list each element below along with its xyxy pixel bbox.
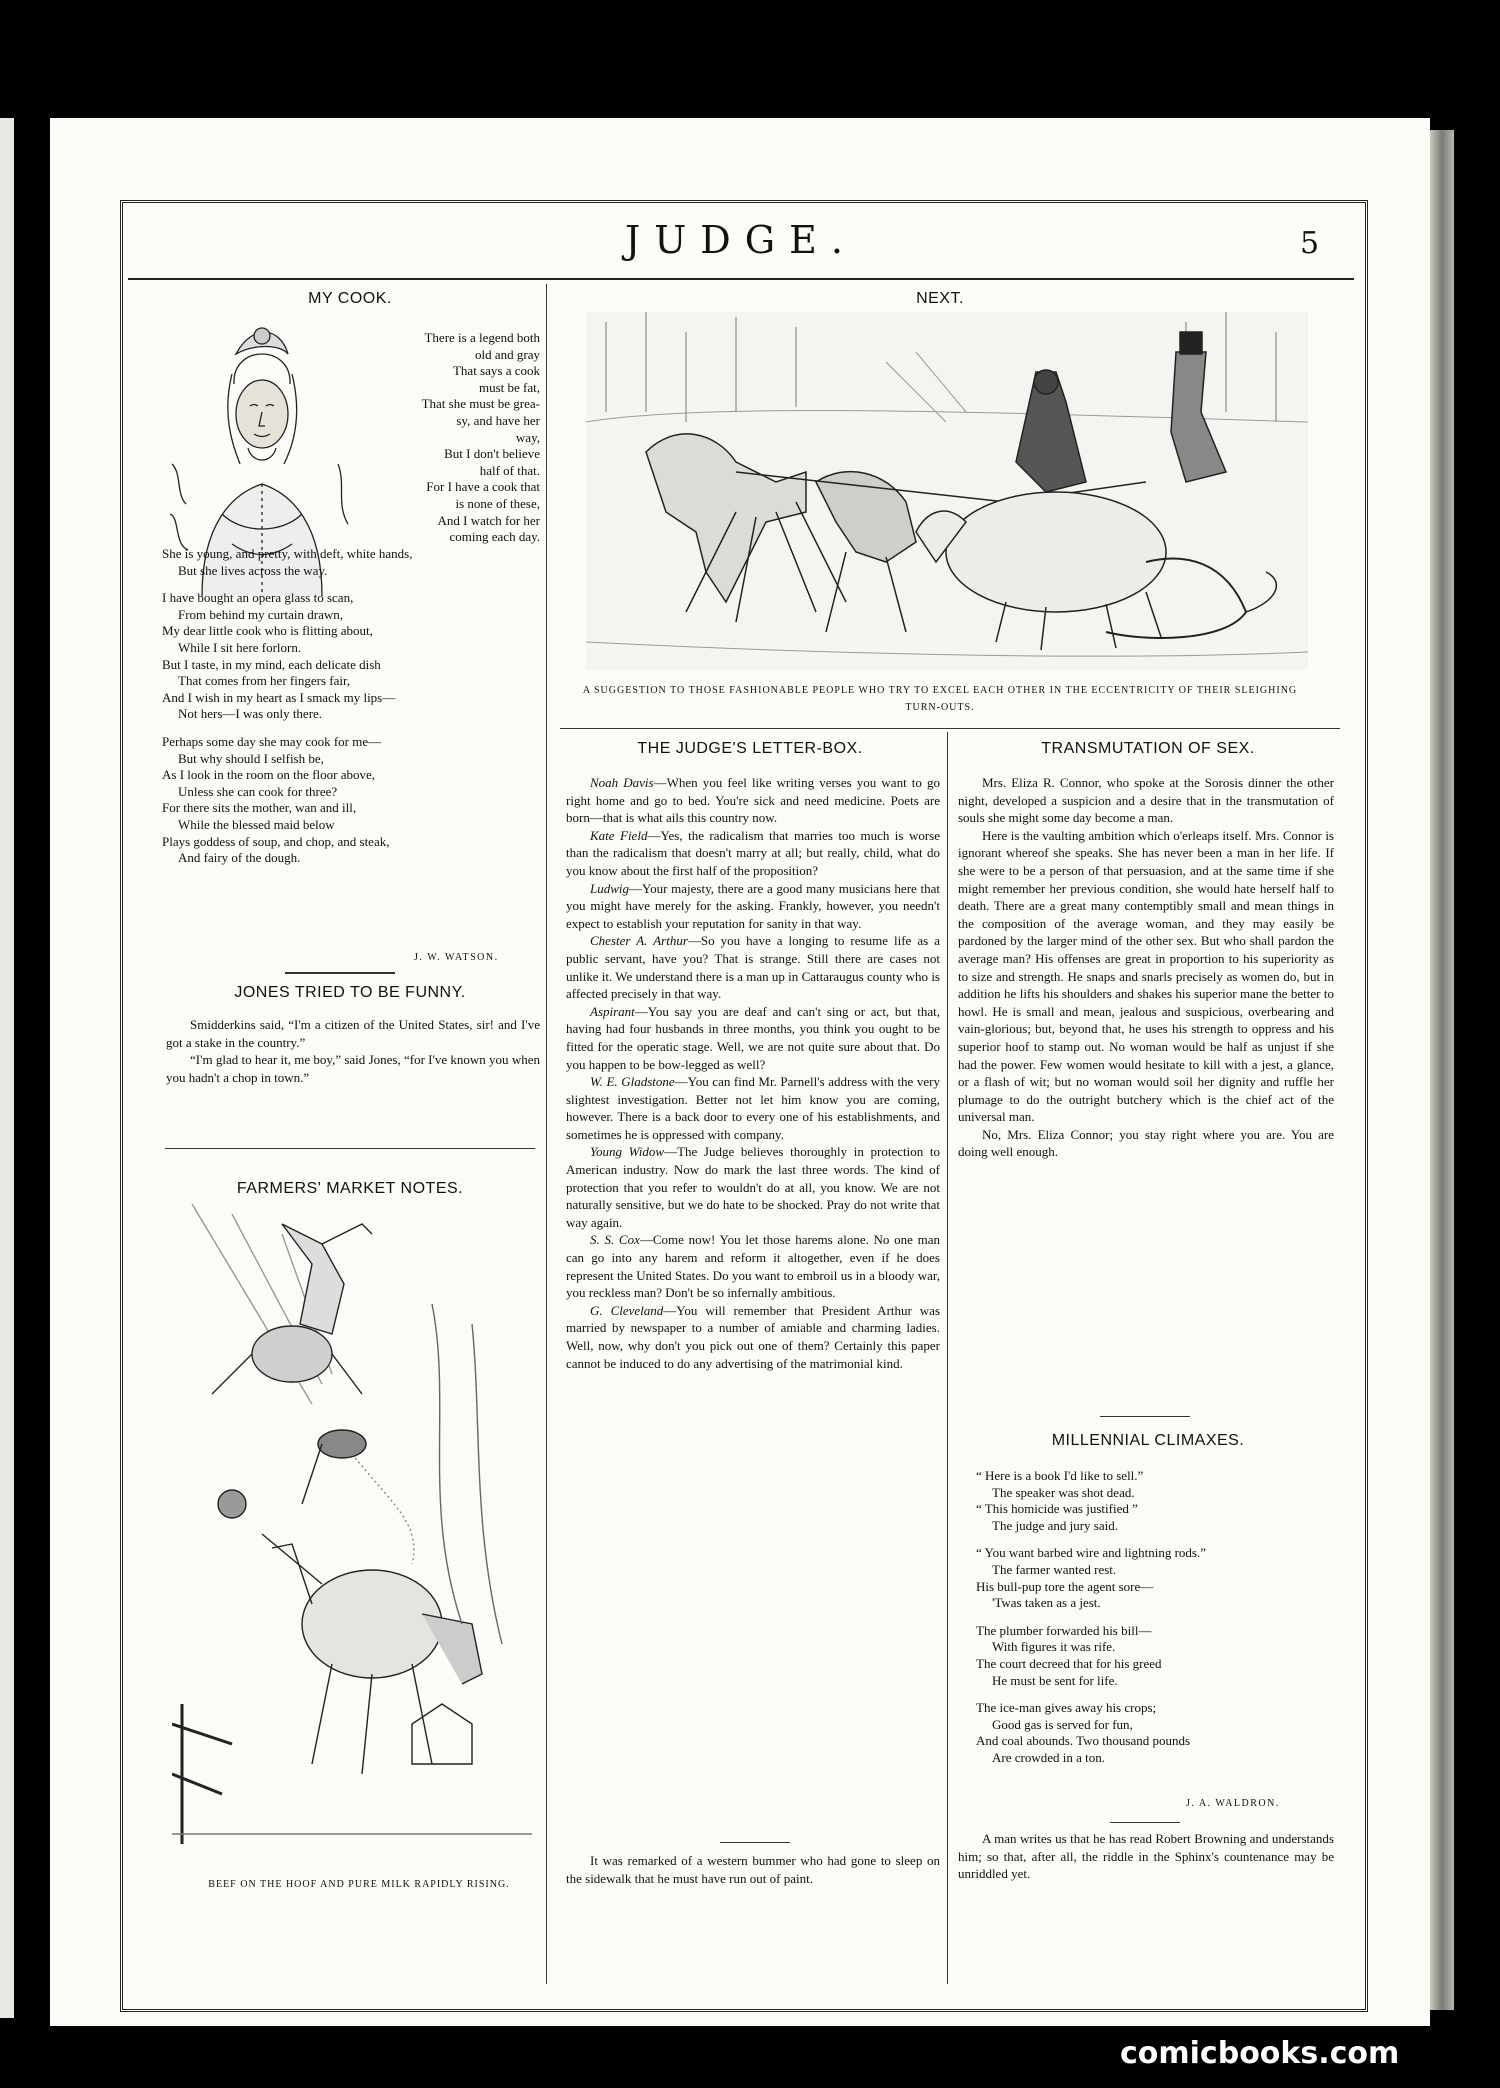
poem-line: is none of these, — [455, 495, 540, 511]
poem-line: way, — [515, 429, 540, 445]
my-cook-poem-wrapped — [340, 330, 540, 546]
browning-text: A man writes us that he has read Robert Browning and understands him; so that, after all, the riddle in the Sphinx's countenance may be unriddled yet. — [958, 1831, 1334, 1882]
poem-line: old and gray — [475, 346, 540, 362]
poem-line: His bull-pup tore the agent sore— — [976, 1578, 1154, 1594]
jones-story — [166, 1016, 540, 1086]
masthead-rule — [128, 278, 1354, 280]
farmers-caption: BEEF ON THE HOOF AND PURE MILK RAPIDLY RISING. — [208, 1879, 510, 1890]
bummer-text: It was remarked of a western bummer who had gone to sleep on the sidewalk that he must have run out of paint. — [566, 1853, 940, 1886]
poem-line: And fairy of the dough. — [178, 850, 301, 866]
rule-above-millennial — [1100, 1416, 1190, 1417]
letter-correspondent: G. Cleveland — [590, 1302, 664, 1318]
millennial-title: MILLENNIAL CLIMAXES. — [1051, 1432, 1245, 1449]
jones-title: JONES TRIED TO BE FUNNY. — [234, 984, 466, 1001]
letter-reply: You can find Mr. Parnell's address with the very slightest investigation. Better not let him know you are coming, however. There is a back door to every one of his establishments, and sometimes he is oppressed with company. — [566, 1074, 940, 1142]
poem-line: He must be sent for life. — [992, 1672, 1118, 1688]
book-spine-edge — [1430, 130, 1454, 2010]
letter-correspondent: Aspirant — [590, 1003, 635, 1019]
bummer-paragraph — [566, 1852, 940, 1887]
poem-line: That says a cook — [452, 363, 540, 379]
poem-line: But I don't believe — [444, 446, 540, 462]
sleigh-turnout-cartoon — [586, 312, 1308, 670]
next-title: NEXT. — [916, 290, 964, 307]
letter-correspondent: Noah Davis — [590, 775, 654, 790]
letter-entry: Aspirant—You say you are deaf and can't sing or act, but that, having had four husbands in three months, you think you ought to be fitted for the operatic stage. Well, we are not quite sure about that. Do you happen to be bow-legged as well? — [566, 1003, 940, 1072]
poem-line: While I sit here forlorn. — [178, 639, 302, 655]
column-rule-left — [546, 284, 547, 1984]
letter-reply: Come now! You let those harems alone. No one man can go into any harem and reform it altogether, even if he does represent the United States. Do you want to embroil us in a bloody war, you reckless man? Don't be so infernally ambitious. — [566, 1232, 940, 1301]
poem-line: For I have a cook that — [426, 479, 540, 495]
poem-line: Are crowded in a ton. — [992, 1749, 1105, 1765]
letter-entry: W. E. Gladstone—You can find Mr. Parnell's address with the very slightest investigation. Better not let him know you are coming, however. There is a back door to every one of his establishments, and sometimes he is oppressed with company. — [566, 1074, 940, 1142]
letterbox-body — [566, 774, 940, 1372]
letter-reply: Your majesty, there are a good many musicians here that you might have merely for the asking. Frankly, however, you needn't expect to establish your reputation for sanity in that way. — [566, 880, 940, 931]
transmutation-paragraph: Mrs. Eliza R. Connor, who spoke at the Sorosis dinner the other night, developed a suspicion and a desire that in the transmutation of souls she might some day become a man. — [958, 775, 1334, 826]
poem-line: half of that. — [479, 462, 540, 478]
jones-paragraph: Smidderkins said, “I'm a citizen of the United States, sir! and I've got a stake in the country.” — [166, 1017, 540, 1050]
poem-line: “ This homicide was justified ” — [976, 1501, 1138, 1517]
millennial-poem — [976, 1468, 1336, 1767]
letter-entry: Noah Davis—When you feel like writing verses you want to go right home and go to bed. You're sick and need medicine. Poets are born—that is what ails this country now. — [566, 775, 941, 826]
rule-above-closing — [720, 1842, 790, 1843]
letter-entry: Chester A. Arthur—So you have a longing to resume life as a public servant, have you? That is strange. Still there are cases not unlike it. We understand there is a man up in Cattaraugus county who is affected precisely in that way. — [566, 933, 940, 1002]
letter-reply: So you have a longing to resume life as a public servant, have you? That is strange. Still there are cases not unlike it. We understand there is a man up in Cattaraugus county who is affected precisely in that way. — [566, 933, 940, 1002]
rule-under-jones — [165, 1148, 535, 1149]
poem-line: And coal abounds. Two thousand pounds — [976, 1733, 1191, 1749]
my-cook-title: MY COOK. — [308, 290, 392, 307]
poem-line: As I look in the room on the floor above, — [162, 767, 376, 783]
transmutation-body — [958, 774, 1334, 1161]
poem-line: And I watch for her — [437, 512, 540, 528]
poem-line: Perhaps some day she may cook for me— — [162, 733, 382, 749]
letter-correspondent: Ludwig — [590, 880, 630, 896]
letter-reply: You will remember that President Arthur was married by newspaper to a number of amiable and charming ladies. Well, now, why don't you pick out one of them? Certainly this paper cannot be induced to do any advertising of the matrimonial kind. — [566, 1302, 940, 1371]
my-cook-author: J. W. WATSON. — [414, 952, 499, 963]
transmutation-paragraph: Here is the vaulting ambition which o'erleaps itself. Mrs. Connor is ignorant whereof she speaks. She has never been a man in her life. If she were to be a person of that persuasion, and at the same time if she might remember her previous condition, she would hate herself half to death. There are a great many contemptibly small and mean things in the composition of the average woman, and they may easily be pardoned by the larger mind of the other sex. But who shall pardon the average man? His offenses are great in proportion to his superiority as to size and strength. He snaps and snarls precisely as women do, but in addition he lifts his shoulders and shakes his superior mane the better to howl. He is small and mean, jealous and suspicious, overbearing and vain-glorious; but, beyond that, he uses his strength to oppress and his superior hoof to stamp out. No woman would be half as unjust if she had the power. Few women would hesitate to kill with a jest, a glance, or a flash of wit; but no woman would soil her dignity and ruffle her plumage to do the outright butchery which is the chief act of the universal man. — [958, 827, 1334, 1125]
poem-line: Plays goddess of soup, and chop, and steak, — [162, 833, 390, 849]
poem-line: There is a legend both — [424, 330, 540, 345]
column-rule-right — [947, 732, 948, 1984]
poem-line: But she lives across the way. — [178, 562, 328, 578]
poem-line: The speaker was shot dead. — [992, 1484, 1135, 1500]
transmutation-paragraph: No, Mrs. Eliza Connor; you stay right where you are. You are doing well enough. — [958, 1126, 1334, 1160]
transmutation-title: TRANSMUTATION OF SEX. — [1041, 740, 1255, 757]
poem-line: The ice-man gives away his crops; — [976, 1700, 1157, 1716]
poem-line: But why should I selfish be, — [178, 750, 324, 766]
jones-paragraph: “I'm glad to hear it, me boy,” said Jones, “for I've known you when you hadn't a chop in town.” — [166, 1052, 540, 1085]
letter-entry: Young Widow—The Judge believes thoroughly in protection to American industry. Now do mark the last three words. The kind of protection that you refer to wouldn't do at all, you know. We are not naturally sensitive, but we do hate to be shocked. Pray do not write that way again. — [566, 1144, 940, 1230]
millennial-author: J. A. WALDRON. — [1186, 1798, 1280, 1809]
letter-reply: Yes, the radicalism that marries too much is worse than the radicalism that doesn't marry at all; but really, child, what do you know about the first half of the proposition? — [566, 827, 940, 878]
poem-line: coming each day. — [449, 529, 540, 545]
letter-correspondent: W. E. Gladstone — [590, 1074, 675, 1090]
poem-line: But I taste, in my mind, each delicate dish — [162, 656, 381, 672]
poem-line: That she must be grea- — [421, 396, 540, 412]
rule-above-browning — [1110, 1822, 1180, 1823]
browning-paragraph — [958, 1830, 1334, 1883]
poem-line: My dear little cook who is flitting about, — [162, 623, 373, 639]
letter-entry: Kate Field—Yes, the radicalism that marries too much is worse than the radicalism that doesn't marry at all; but really, child, what do you know about the first half of the proposition? — [566, 827, 940, 878]
poem-line: From behind my curtain drawn, — [178, 606, 343, 622]
poem-line: Unless she can cook for three? — [178, 783, 338, 799]
letter-reply: The Judge believes thoroughly in protection to American industry. Now do mark the last three words. The kind of protection that you refer to wouldn't do at all, you know. We are not naturally sensitive, but we do hate to be shocked. Pray do not write that way again. — [566, 1144, 940, 1230]
letter-entry: S. S. Cox—Come now! You let those harems alone. No one man can go into any harem and reform it altogether, even if he does represent the United States. Do you want to embroil us in a bloody war, you reckless man? Don't be so infernally ambitious. — [566, 1232, 940, 1301]
rule-under-cartoon — [560, 728, 1340, 729]
page-number: 5 — [1300, 226, 1320, 261]
letterbox-title: THE JUDGE'S LETTER-BOX. — [637, 740, 863, 757]
poem-line: The judge and jury said. — [992, 1517, 1118, 1533]
letter-correspondent: Kate Field — [590, 827, 648, 843]
poem-line: For there sits the mother, wan and ill, — [162, 800, 357, 816]
letter-correspondent: S. S. Cox — [590, 1232, 640, 1248]
adjacent-page-edge — [0, 118, 14, 2018]
poem-line: must be fat, — [478, 379, 540, 395]
rule-under-my-cook — [285, 972, 395, 974]
poem-line: With figures it was rife. — [992, 1639, 1116, 1655]
poem-line: Not hers—I was only there. — [178, 706, 323, 722]
letter-reply: You say you are deaf and can't sing or act, but that, having had four husbands in three months, you think you ought to be fitted for the operatic stage. Well, we are not quite sure about that. Do you happen to be bow-legged as well? — [566, 1003, 940, 1072]
letter-entry: Ludwig—Your majesty, there are a good many musicians here that you might have merely for the asking. Frankly, however, you needn't expect to establish your reputation for sanity in that way. — [566, 880, 940, 931]
masthead-title: JUDGE. — [625, 218, 857, 262]
poem-line: While the blessed maid below — [178, 816, 335, 832]
poem-line: I have bought an opera glass to scan, — [162, 590, 354, 606]
poem-line: And I wish in my heart as I smack my lips— — [162, 689, 396, 705]
next-caption: A SUGGESTION TO THOSE FASHIONABLE PEOPLE WHO TRY TO EXCEL EACH OTHER IN THE ECCENTRICITY OF THEIR SLEIGHING TURN-OUTS. — [582, 685, 1298, 713]
letter-correspondent: Young Widow — [590, 1144, 665, 1160]
poem-line: 'Twas taken as a jest. — [992, 1595, 1101, 1611]
poem-line: Good gas is served for fun, — [992, 1716, 1133, 1732]
farmers-market-cartoon — [172, 1204, 532, 1844]
poem-line: The farmer wanted rest. — [992, 1561, 1117, 1577]
poem-line: “ You want barbed wire and lightning rods.” — [976, 1545, 1206, 1561]
letter-correspondent: Chester A. Arthur — [590, 933, 688, 949]
my-cook-poem-body — [162, 546, 532, 867]
site-watermark: comicbooks.com — [1120, 2036, 1400, 2071]
poem-line: That comes from her fingers fair, — [178, 673, 351, 689]
poem-line: sy, and have her — [456, 412, 540, 428]
poem-line: “ Here is a book I'd like to sell.” — [976, 1468, 1144, 1483]
letter-reply: When you feel like writing verses you want to go right home and go to bed. You're sick and need medicine. Poets are born—that is what ails this country now. — [566, 775, 941, 826]
poem-line: The plumber forwarded his bill— — [976, 1622, 1152, 1638]
letter-entry: G. Cleveland—You will remember that President Arthur was married by newspaper to a number of amiable and charming ladies. Well, now, why don't you pick out one of them? Certainly this paper cannot be induced to do any advertising of the matrimonial kind. — [566, 1302, 940, 1371]
farmers-title: FARMERS' MARKET NOTES. — [236, 1180, 464, 1197]
poem-line: She is young, and pretty, with deft, white hands, — [162, 546, 413, 561]
poem-line: The court decreed that for his greed — [976, 1655, 1162, 1671]
